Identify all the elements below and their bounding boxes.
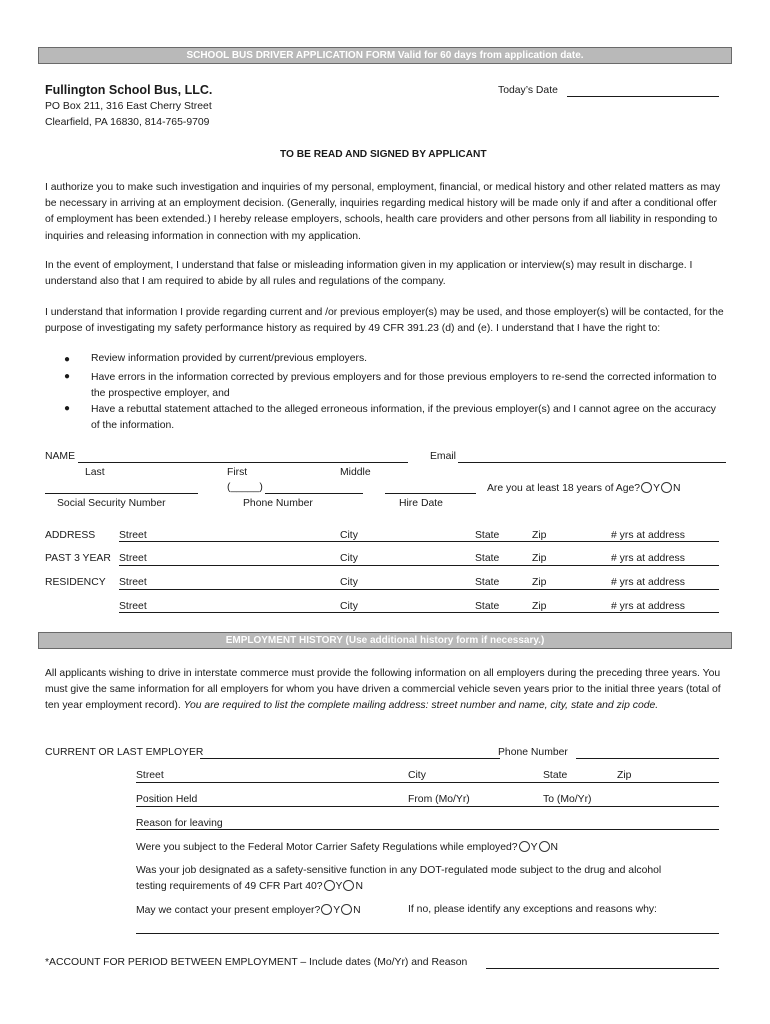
phone-field[interactable] (265, 493, 363, 494)
zip-label: Zip (532, 601, 547, 612)
employment-history-bar: EMPLOYMENT HISTORY (Use additional history form if necessary.) (38, 632, 732, 649)
zip-label: Zip (532, 530, 547, 541)
form-title-bar: SCHOOL BUS DRIVER APPLICATION FORM Valid for 60 days from application date. (38, 47, 732, 64)
address-line-2[interactable] (119, 565, 719, 566)
city-label: City (340, 601, 358, 612)
address-line-4[interactable] (119, 612, 719, 613)
age-question (487, 482, 681, 494)
employer-state-label: State (543, 770, 568, 781)
street-label: Street (119, 553, 147, 564)
bullet-icon: ● (64, 354, 71, 365)
state-label: State (475, 601, 500, 612)
reason-for-leaving-label: Reason for leaving (136, 818, 223, 829)
employment-intro-text: All applicants wishing to drive in interstate commerce must provide the following information on all employers during the preceding three years. You must give the same information for all employers for whom you have driven a commercial vehicle seven years prior to the initial three years (total of ten year employment record). (45, 668, 721, 712)
state-label: State (475, 530, 500, 541)
residency-label: RESIDENCY (45, 577, 106, 588)
age-no-radio[interactable] (661, 482, 672, 493)
address-label: ADDRESS (45, 530, 96, 541)
account-period-field[interactable] (486, 968, 719, 969)
street-label: Street (119, 530, 147, 541)
street-label: Street (119, 601, 147, 612)
dot-no-label: N (355, 881, 363, 892)
dot-no-radio[interactable] (343, 880, 354, 891)
current-employer-label: CURRENT OR LAST EMPLOYER (45, 747, 204, 758)
years-at-address-label: # yrs at address (611, 601, 685, 612)
contact-no-label: N (353, 905, 361, 916)
name-label: NAME (45, 451, 76, 462)
name-field[interactable] (78, 462, 408, 463)
dot-yes-label: Y (335, 881, 343, 892)
zip-label: Zip (532, 553, 547, 564)
company-name: Fullington School Bus, LLC. (45, 83, 213, 97)
fmcsr-question (136, 841, 558, 853)
position-held-label: Position Held (136, 794, 198, 805)
first-name-label: First (227, 467, 248, 478)
employer-zip-label: Zip (617, 770, 632, 781)
current-employer-field[interactable] (200, 758, 500, 759)
phone-area-code: (_____) (227, 482, 263, 493)
employment-intro (45, 666, 727, 715)
email-label: Email (430, 451, 456, 462)
account-period-label: *ACCOUNT FOR PERIOD BETWEEN EMPLOYMENT – Include dates (Mo/Yr) and Reason (45, 957, 468, 968)
rights-paragraph: I understand that information I provide regarding current and /or previous employer(s) may be used, and those employer(s) will be contacted, for the purpose of investigating my safety performance history as required by 49 CFR 391.23 (d) and (e). I understand that I have the right to: (45, 307, 724, 335)
state-label: State (475, 553, 500, 564)
bullet-icon: ● (64, 371, 71, 382)
dot-question-line1: Was your job designated as a safety-sensitive function in any DOT-regulated mode subject to the drug and alcohol (136, 865, 662, 876)
exceptions-label: If no, please identify any exceptions and reasons why: (408, 904, 657, 915)
dot-question-text: testing requirements of 49 CFR Part 40? (136, 881, 323, 892)
age-question-text: Are you at least 18 years of Age? (487, 483, 641, 494)
position-dates-field[interactable] (136, 806, 719, 807)
contact-no-radio[interactable] (341, 904, 352, 915)
age-no-label: N (673, 483, 681, 494)
read-sign-heading: TO BE READ AND SIGNED BY APPLICANT (280, 149, 487, 160)
years-at-address-label: # yrs at address (611, 530, 685, 541)
fmcsr-no-label: N (550, 842, 559, 853)
reason-for-leaving-field[interactable] (136, 829, 719, 830)
dot-yes-radio[interactable] (324, 880, 335, 891)
right-item-3: Have a rebuttal statement attached to the alleged erroneous information, if the previous employer(s) and I cannot agree on the accuracy of the information. (91, 404, 716, 432)
fmcsr-no-radio[interactable] (539, 841, 550, 852)
phone-number-label: Phone Number (243, 498, 313, 509)
contact-yes-label: Y (333, 905, 341, 916)
email-field[interactable] (458, 462, 726, 463)
ssn-field[interactable] (45, 493, 198, 494)
street-label: Street (119, 577, 147, 588)
employment-paragraph: In the event of employment, I understand that false or misleading information given in my application or interview(s) may result in discharge. I understand also that I am required to abide by all rules and regulations of the company. (45, 260, 693, 288)
authorization-paragraph: I authorize you to make such investigation and inquiries of my personal, employment, financial, or medical history and other related matters as may be necessary in arriving at an employment decision. (Generally, inquiries regarding medical history will be made only if and after a conditional offer of employment has been extended.) I hereby release employers, schools, health care providers and other persons from all liability in responding to inquiries and releasing information in connection with my application. (45, 182, 721, 242)
bullet-icon: ● (64, 403, 71, 414)
years-at-address-label: # yrs at address (611, 553, 685, 564)
hire-date-label: Hire Date (399, 498, 443, 509)
years-at-address-label: # yrs at address (611, 577, 685, 588)
past-3-year-label: PAST 3 YEAR (45, 553, 111, 564)
last-name-label: Last (85, 467, 105, 478)
city-label: City (340, 577, 358, 588)
fmcsr-yes-radio[interactable] (519, 841, 530, 852)
employer-street-label: Street (136, 770, 164, 781)
hire-date-field[interactable] (385, 493, 476, 494)
employer-phone-field[interactable] (576, 758, 719, 759)
middle-name-label: Middle (340, 467, 371, 478)
todays-date-label: Today’s Date (498, 85, 558, 96)
employment-intro-italic: You are required to list the complete mailing address: street number and name, city, state and zip code. (183, 700, 659, 712)
age-yes-radio[interactable] (641, 482, 652, 493)
fmcsr-yes-label: Y (530, 842, 538, 853)
contact-question-text: May we contact your present employer? (136, 905, 321, 916)
company-address-line2: Clearfield, PA 16830, 814-765-9709 (45, 117, 210, 128)
city-label: City (340, 530, 358, 541)
address-line-1[interactable] (119, 541, 719, 542)
from-date-label: From (Mo/Yr) (408, 794, 470, 805)
contact-question (136, 904, 361, 916)
address-line-3[interactable] (119, 589, 719, 590)
employer-phone-label: Phone Number (498, 747, 568, 758)
right-item-1: Review information provided by current/previous employers. (91, 353, 368, 364)
right-item-2: Have errors in the information corrected by previous employers and for those previous employers to re-send the corrected information to the prospective employer, and (91, 372, 717, 400)
city-label: City (340, 553, 358, 564)
ssn-label: Social Security Number (57, 498, 166, 509)
fmcsr-question-text: Were you subject to the Federal Motor Carrier Safety Regulations while employed? (136, 842, 518, 853)
exceptions-field[interactable] (136, 933, 719, 934)
employer-address-field[interactable] (136, 782, 719, 783)
todays-date-field[interactable] (567, 96, 719, 97)
dot-question-line2 (136, 880, 363, 892)
employer-city-label: City (408, 770, 426, 781)
contact-yes-radio[interactable] (321, 904, 332, 915)
age-yes-label: Y (653, 483, 661, 494)
company-address-line1: PO Box 211, 316 East Cherry Street (45, 101, 212, 112)
zip-label: Zip (532, 577, 547, 588)
state-label: State (475, 577, 500, 588)
to-date-label: To (Mo/Yr) (543, 794, 592, 805)
